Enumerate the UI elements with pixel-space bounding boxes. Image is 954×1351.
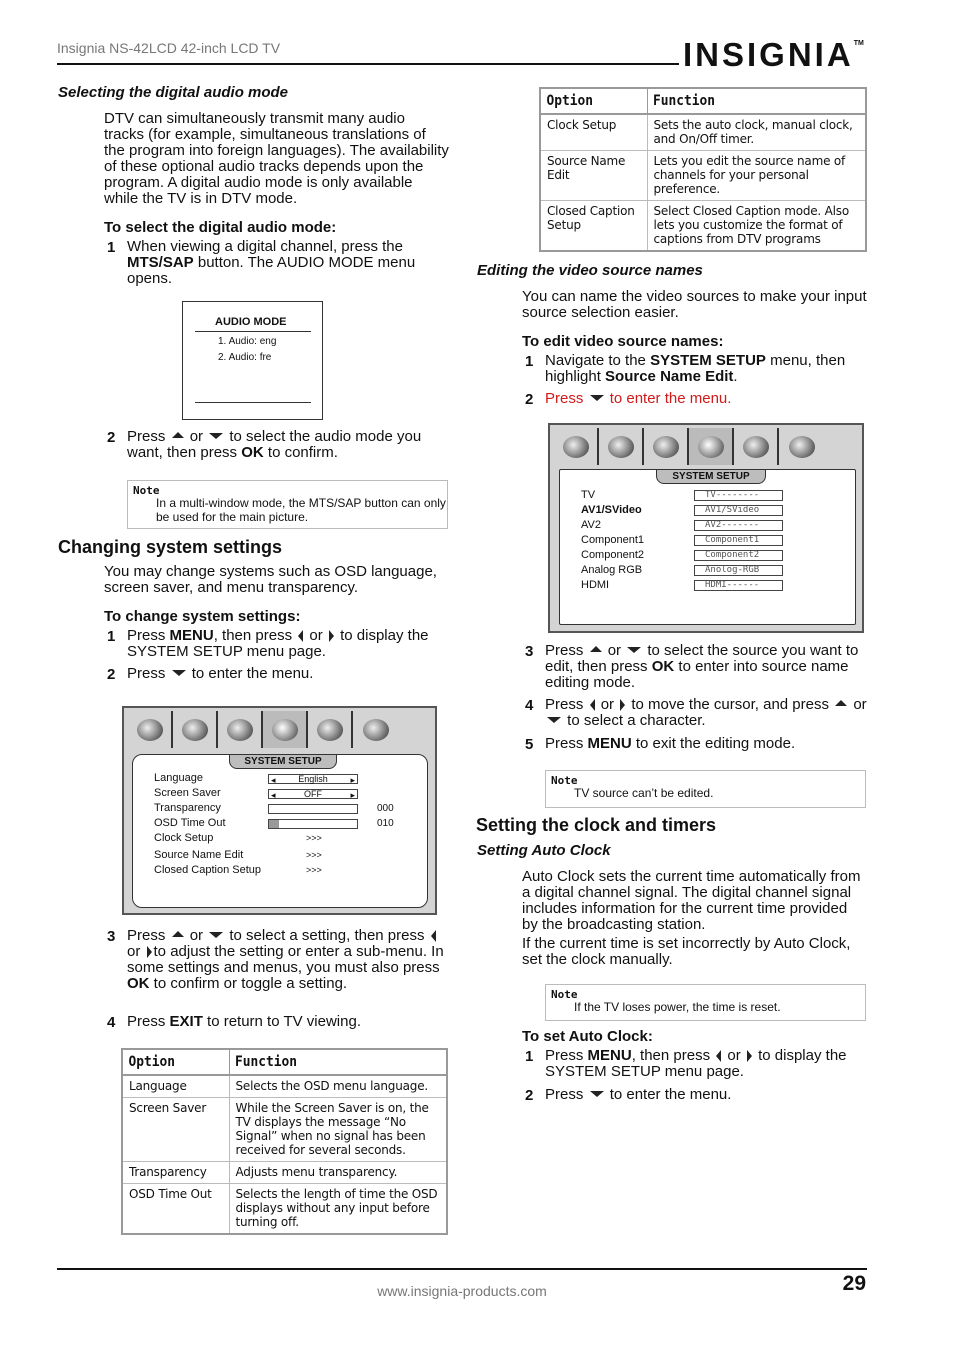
table-cell: Selects the length of time the OSD displays without any input before turning off. [229, 1184, 447, 1235]
source-item: Component1 [581, 534, 644, 546]
audio-step-1: When viewing a digital channel, press the MTS/SAP button. The AUDIO MODE menu opens. [127, 238, 416, 287]
edit-source-heading: To edit video source names: [522, 333, 724, 350]
table-row [540, 201, 866, 252]
picture-icon [128, 711, 173, 748]
digital-audio-paragraph: DTV can simultaneously transmit many audio tracks (for example, simultaneous translations of the program into foreign languages). The availability of these optional audio tracks depends upon the program. A digital audio mode is only available while the TV is in DTV mode. [104, 110, 449, 207]
left-arrow-icon [590, 699, 595, 711]
source-name-field: AV2------- [694, 520, 783, 531]
table-cell: Language [122, 1075, 229, 1098]
setup-panel [132, 754, 428, 908]
source-name-field: Anolog-RGB [694, 565, 783, 576]
changing-settings-paragraph: You may change systems such as OSD language, screen saver, and menu transparency. [104, 563, 437, 596]
down-arrow-icon [172, 670, 186, 676]
edit-step-2: Press to enter the menu. [545, 390, 732, 407]
table-row [122, 1184, 447, 1235]
settings-option-table [121, 1048, 448, 1235]
edit-step-5: Press MENU to exit the editing mode. [545, 735, 796, 752]
select-audio-heading: To select the digital audio mode: [104, 219, 337, 236]
note-box [127, 480, 448, 529]
system-setup-tab: SYSTEM SETUP [229, 754, 337, 769]
right-arrow-icon [747, 1050, 752, 1062]
right-arrow-icon [620, 699, 625, 711]
source-item: AV2 [581, 519, 601, 531]
channel-icon [308, 711, 353, 748]
footer-rule [57, 1268, 867, 1270]
source-name-field: Component2 [694, 550, 783, 561]
step-number: 1 [525, 353, 534, 370]
divider [195, 402, 311, 403]
right-arrow-icon [329, 630, 334, 642]
video-source-paragraph: You can name the video sources to make your input source selection easier. [522, 288, 867, 321]
step-number: 1 [107, 628, 116, 645]
setup-panel [559, 469, 856, 625]
note-box [545, 984, 866, 1021]
left-arrow-icon [716, 1050, 721, 1062]
page-number: 29 [842, 1272, 866, 1295]
system-setup-menu-screenshot [122, 706, 437, 915]
note-label: Note [133, 484, 160, 497]
osd-time-out-value: 010 [377, 818, 394, 829]
setup-icon [263, 711, 308, 748]
audio-mode-menu [182, 301, 323, 420]
table-header-row [122, 1049, 447, 1075]
submenu-arrows: >>> [306, 850, 322, 860]
table-cell: While the Screen Saver is on, the TV displays the message “No Signal” when no signal has been received for several seconds. [229, 1098, 447, 1162]
column-header: Function [647, 88, 848, 114]
change-step-2: Press to enter the menu. [127, 665, 314, 682]
setting-closed-caption: Closed Caption Setup [154, 864, 262, 876]
transparency-value: 000 [377, 803, 394, 814]
column-header: Function [229, 1049, 430, 1075]
source-name-field: Component1 [694, 535, 783, 546]
audio-option: 1. Audio: eng [218, 336, 277, 347]
right-arrow-icon [147, 946, 152, 958]
audio-mode-title: AUDIO MODE [215, 316, 287, 328]
step-number: 2 [107, 666, 116, 683]
transparency-slider [268, 804, 358, 814]
window-icon [173, 711, 218, 748]
table-cell: Closed Caption Setup [540, 201, 647, 252]
auto-clock-paragraph: Auto Clock sets the current time automatically from a digital channel signal. The digital channel signal includes information for the current time provided by the broadcasting station. [522, 868, 861, 933]
down-arrow-icon [590, 1091, 604, 1097]
table-cell: Transparency [122, 1162, 229, 1184]
source-item: Analog RGB [581, 564, 643, 576]
source-name-field: AV1/SVideo [694, 505, 783, 516]
down-arrow-icon [209, 433, 223, 439]
clock-timers-heading: Setting the clock and timers [476, 815, 717, 835]
header-rule [57, 63, 679, 65]
step-number: 3 [525, 643, 534, 660]
note-text: If the TV loses power, the time is reset. [574, 1000, 781, 1014]
audio-step-2: Press or to select the audio mode you want, then press OK to confirm. [127, 428, 422, 461]
set-auto-clock-heading: To set Auto Clock: [522, 1028, 653, 1045]
setting-language: Language [154, 772, 203, 784]
note-text: TV source can’t be edited. [574, 786, 714, 800]
menu-icon-bar [128, 711, 398, 748]
step-number: 4 [107, 1014, 116, 1031]
window-icon [599, 428, 644, 465]
table-row [540, 151, 866, 201]
step-number: 1 [525, 1048, 534, 1065]
source-name-field: HDMI------ [694, 580, 783, 591]
step-number: 4 [525, 697, 534, 714]
parental-icon [779, 428, 824, 465]
step-number: 2 [525, 391, 534, 408]
up-arrow-icon [590, 646, 602, 652]
setting-clock-setup: Clock Setup [154, 832, 214, 844]
menu-icon-bar [554, 428, 824, 465]
up-arrow-icon [172, 432, 184, 438]
note-label: Note [551, 774, 578, 787]
table-row [122, 1075, 447, 1098]
table-cell: OSD Time Out [122, 1184, 229, 1235]
table-cell: Screen Saver [122, 1098, 229, 1162]
auto-clock-heading: Setting Auto Clock [477, 842, 611, 859]
note-text: In a multi-window mode, the MTS/SAP button can only be used for the main picture. [156, 496, 446, 524]
column-header: Option [540, 88, 638, 114]
change-settings-heading: To change system settings: [104, 608, 301, 625]
table-header-row [540, 88, 866, 114]
left-arrow-icon [298, 630, 303, 642]
table-row [540, 114, 866, 151]
source-name-field: TV-------- [694, 490, 783, 501]
left-arrow-icon [431, 930, 436, 942]
table-row [122, 1098, 447, 1162]
osd-time-out-slider [268, 819, 358, 829]
language-selector: ◂ English ▸ [268, 774, 358, 784]
changing-settings-heading: Changing system settings [58, 537, 283, 557]
screen-saver-selector: ◂ OFF ▸ [268, 789, 358, 799]
step-number: 3 [107, 928, 116, 945]
edit-step-1: Navigate to the SYSTEM SETUP menu, then highlight Source Name Edit. [545, 352, 846, 385]
source-name-edit-screenshot [548, 423, 864, 633]
system-setup-tab: SYSTEM SETUP [656, 469, 766, 484]
header-title: Insignia NS-42LCD 42-inch LCD TV [57, 40, 281, 56]
source-item: TV [581, 489, 596, 501]
setup-icon [689, 428, 734, 465]
table-cell: Lets you edit the source name of channels for your personal preference. [647, 151, 866, 201]
table-row [122, 1162, 447, 1184]
step-number: 2 [107, 429, 116, 446]
picture-icon [554, 428, 599, 465]
up-arrow-icon [835, 700, 847, 706]
audio-option: 2. Audio: fre [218, 352, 272, 363]
column-header: Option [122, 1049, 220, 1075]
channel-icon [734, 428, 779, 465]
setting-osd-time-out: OSD Time Out [154, 817, 226, 829]
change-step-4: Press EXIT to return to TV viewing. [127, 1013, 361, 1030]
setting-screen-saver: Screen Saver [154, 787, 221, 799]
setting-transparency: Transparency [154, 802, 221, 814]
settings-option-table-continued [539, 87, 867, 252]
source-item-selected: AV1/SVideo [581, 504, 642, 516]
auto-clock-paragraph-2: If the current time is set incorrectly by Auto Clock, set the clock manually. [522, 935, 851, 968]
parental-icon [353, 711, 398, 748]
digital-audio-heading: Selecting the digital audio mode [58, 84, 289, 101]
source-item: HDMI [581, 579, 610, 591]
edit-step-4: Press or to move the cursor, and press or to select a character. [545, 696, 867, 729]
table-cell: Clock Setup [540, 114, 647, 151]
down-arrow-icon [627, 647, 641, 653]
step-number: 5 [525, 736, 534, 753]
change-step-1: Press MENU, then press or to display the SYSTEM SETUP menu page. [127, 627, 429, 660]
note-label: Note [551, 988, 578, 1001]
source-item: Component2 [581, 549, 644, 561]
table-cell: Adjusts menu transparency. [229, 1162, 447, 1184]
down-arrow-icon [590, 395, 604, 401]
table-cell: Sets the auto clock, manual clock, and On/Off timer. [647, 114, 866, 151]
change-step-3: Press or to select a setting, then press or to adjust the setting or enter a sub-menu. In some settings and menus, you must also press OK to confirm or toggle a setting. [127, 927, 444, 992]
submenu-arrows: >>> [306, 833, 322, 843]
audio-icon [644, 428, 689, 465]
clock-step-1: Press MENU, then press or to display the SYSTEM SETUP menu page. [545, 1047, 847, 1080]
video-source-heading: Editing the video source names [477, 262, 703, 279]
divider [195, 331, 311, 332]
clock-step-2: Press to enter the menu. [545, 1086, 732, 1103]
up-arrow-icon [172, 931, 184, 937]
step-number: 1 [107, 239, 116, 256]
down-arrow-icon [209, 932, 223, 938]
submenu-arrows: >>> [306, 865, 322, 875]
insignia-logo: INSIGNIA™ [683, 36, 864, 73]
table-cell: Selects the OSD menu language. [229, 1075, 447, 1098]
note-box [545, 770, 866, 808]
footer-url: www.insignia-products.com [377, 1283, 547, 1299]
step-number: 2 [525, 1087, 534, 1104]
table-cell: Select Closed Caption mode. Also lets you customize the format of captions from DTV programs [647, 201, 866, 252]
audio-icon [218, 711, 263, 748]
down-arrow-icon [547, 717, 561, 723]
table-cell: Source Name Edit [540, 151, 647, 201]
edit-step-3: Press or to select the source you want to edit, then press OK to enter into source name editing mode. [545, 642, 859, 691]
setting-source-name-edit: Source Name Edit [154, 849, 244, 861]
